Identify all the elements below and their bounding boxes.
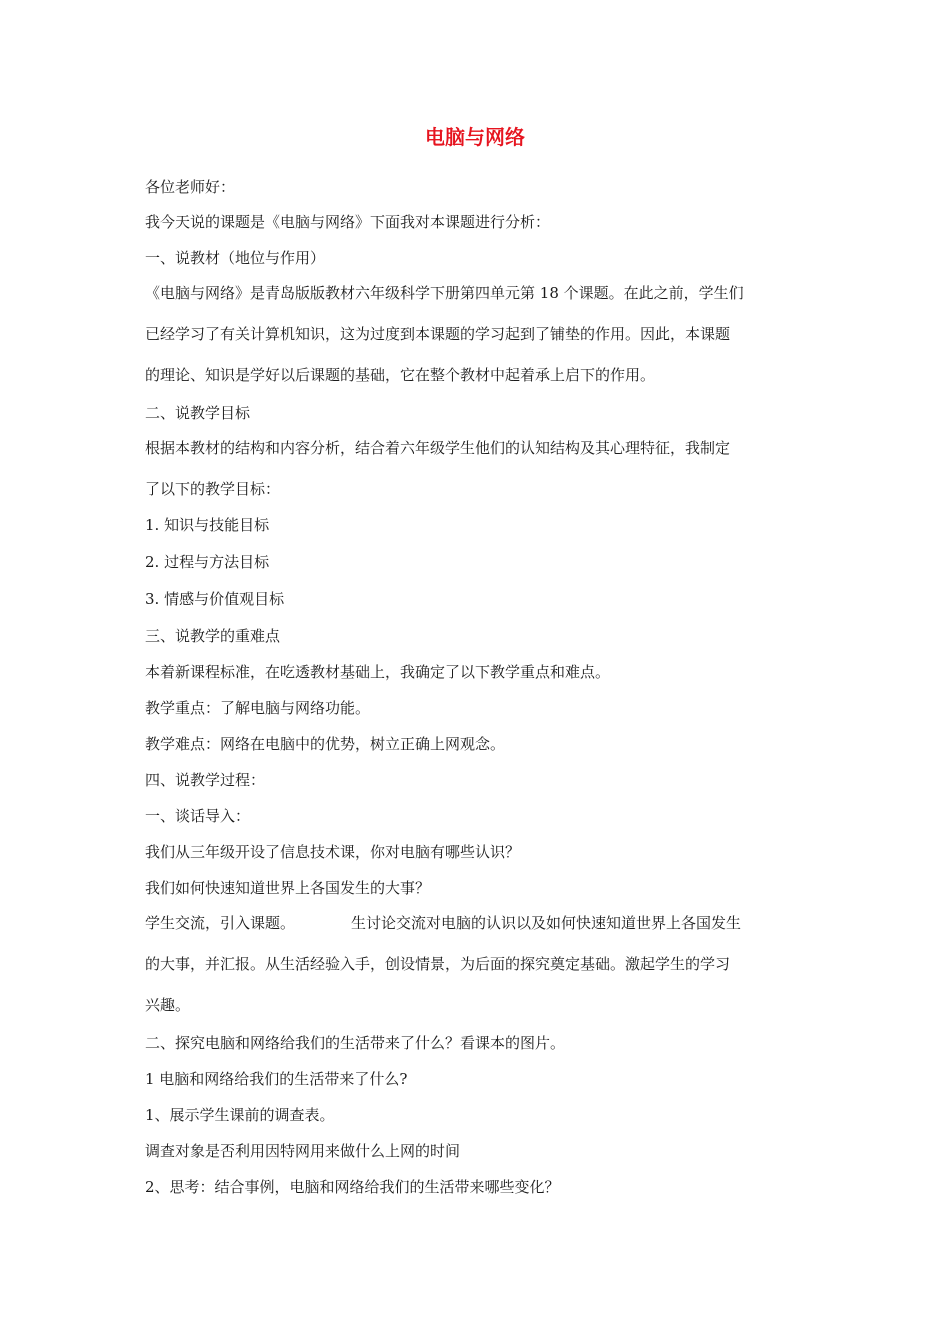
step-1-line-3: 兴趣。 xyxy=(145,996,191,1014)
difficult-point: 教学难点：网络在电脑中的优势，树立正确上网观念。 xyxy=(145,735,506,753)
goal-item-2: 2. 过程与方法目标 xyxy=(145,553,270,571)
goal-item-3: 3. 情感与价值观目标 xyxy=(145,590,285,608)
step-2-subheading: 1 电脑和网络给我们的生活带来了什么? xyxy=(145,1070,408,1088)
step-2-heading: 二、探究电脑和网络给我们的生活带来了什么？看课本的图片。 xyxy=(145,1034,566,1052)
document-title: 电脑与网络 xyxy=(425,125,525,149)
section-2-heading: 二、说教学目标 xyxy=(145,404,251,422)
section-1-paragraph xyxy=(145,273,815,396)
section-1-line-1: 《电脑与网络》是青岛版版教材六年级科学下册第四单元第 18 个课题。在此之前，学生们 xyxy=(145,284,744,302)
step-1-line-1-lead: 学生交流，引入课题。 xyxy=(145,914,296,932)
step-1-line-1-rest: 生讨论交流对电脑的认识以及如何快速知道世界上各国发生 xyxy=(351,914,742,932)
key-point: 教学重点：了解电脑与网络功能。 xyxy=(145,699,371,717)
step-2-item-1: 1、展示学生课前的调查表。 xyxy=(145,1106,335,1124)
intro-paragraph: 我今天说的课题是《电脑与网络》下面我对本课题进行分析： xyxy=(145,213,551,231)
step-1-question-2: 我们如何快速知道世界上各国发生的大事？ xyxy=(145,879,431,897)
step-1-heading: 一、谈话导入： xyxy=(145,807,251,825)
step-1-question-1: 我们从三年级开设了信息技术课，你对电脑有哪些认识？ xyxy=(145,843,521,861)
step-2-item-2: 2、思考：结合事例，电脑和网络给我们的生活带来哪些变化？ xyxy=(145,1178,560,1196)
goal-item-1: 1. 知识与技能目标 xyxy=(145,516,270,534)
section-3-paragraph: 本着新课程标准，在吃透教材基础上，我确定了以下教学重点和难点。 xyxy=(145,663,611,681)
section-4-heading: 四、说教学过程： xyxy=(145,771,266,789)
step-1-paragraph xyxy=(145,903,815,1026)
section-1-line-3: 的理论、知识是学好以后课题的基础，它在整个教材中起着承上启下的作用。 xyxy=(145,366,656,384)
step-1-line-1 xyxy=(145,903,815,944)
step-1-line-2: 的大事，并汇报。从生活经验入手，创设情景，为后面的探究奠定基础。激起学生的学习 xyxy=(145,955,731,973)
greeting: 各位老师好： xyxy=(145,178,236,196)
section-1-line-2: 已经学习了有关计算机知识，这为过度到本课题的学习起到了铺垫的作用。因此，本课题 xyxy=(145,325,731,343)
section-2-paragraph xyxy=(145,428,815,510)
section-3-heading: 三、说教学的重难点 xyxy=(145,627,281,645)
section-2-line-2: 了以下的教学目标： xyxy=(145,480,281,498)
section-1-heading: 一、说教材（地位与作用） xyxy=(145,249,326,267)
step-2-survey: 调查对象是否利用因特网用来做什么上网的时间 xyxy=(145,1142,461,1160)
section-2-line-1: 根据本教材的结构和内容分析，结合着六年级学生他们的认知结构及其心理特征，我制定 xyxy=(145,439,731,457)
